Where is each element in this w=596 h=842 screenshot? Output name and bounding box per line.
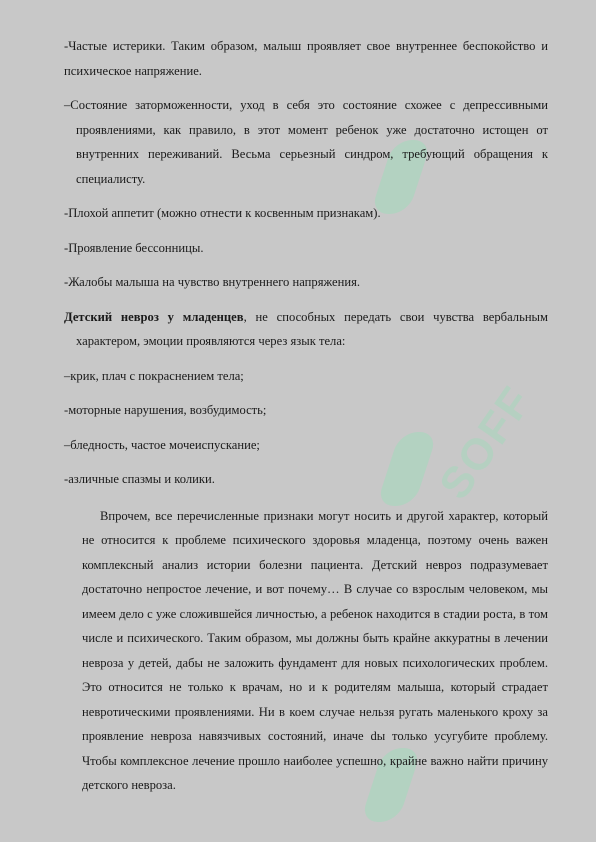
watermark-text: SOFF [430, 377, 543, 509]
infant-symptom-item: -моторные нарушения, возбудимость; [64, 403, 267, 417]
infant-neurosis-heading: Детский невроз у младенцев [64, 309, 244, 324]
symptom-line: -Проявление бессонницы. [64, 240, 204, 255]
symptom-line: -Частые истерики. Таким образом, малыш проявляет свое внутреннее беспокойство и психическое напряжение. [64, 39, 548, 78]
symptom-line: -Плохой аппетит (можно отнести к косвенным признакам). [64, 206, 381, 220]
symptom-line: -Жалобы малыша на чувство внутреннего напряжения. [64, 275, 361, 289]
conclusion-paragraph: Впрочем, все перечисленные признаки могут носить и другой характер, который не относится к проблеме психического здоровья младенца, поэтому очень важен комплексный анализ истории болезни пациента. Детский невроз подразумевает достаточно непростое лечение, и вот почему… В случае со взрослым человеком, мы имеем дело с уже сложившейся личностью, а ребенок находится в стадии роста, в том числе и психического. Таким образом, мы должны быть крайне аккуратны в лечении невроза у детей, дабы не заложить фундамент для новых психологических проблем. Это относится не только к врачам, но и к родителям малыша, который страдает невротическими проявлениями. Ни в коем случае нельзя ругать маленького кроху за проявление невроза навязчивых состояний, иначе dы только усугубите проблему. Чтобы комплексное лечение прошло наиболее успешно, крайне важно найти причину детского невроза. [82, 508, 548, 792]
symptom-line: –Состояние заторможенности, уход в себя это состояние схожее с депрессивными проявлениями, как правило, в этот момент ребенок уже достаточно истощен от внутренних переживаний. Весьма серьезный синдром, требующий обращения к специалисту. [64, 98, 548, 186]
infant-symptom-item: –крик, плач с покраснением тела; [64, 368, 244, 383]
infant-neurosis-text: , не способных передать свои чувства вербальным характером, эмоции проявляются через язык тела: [76, 309, 548, 348]
infant-symptom-item: -азличные спазмы и колики. [64, 472, 215, 486]
infant-symptom-item: –бледность, частое мочеиспускание; [64, 437, 260, 452]
infant-neurosis-paragraph [64, 305, 548, 354]
